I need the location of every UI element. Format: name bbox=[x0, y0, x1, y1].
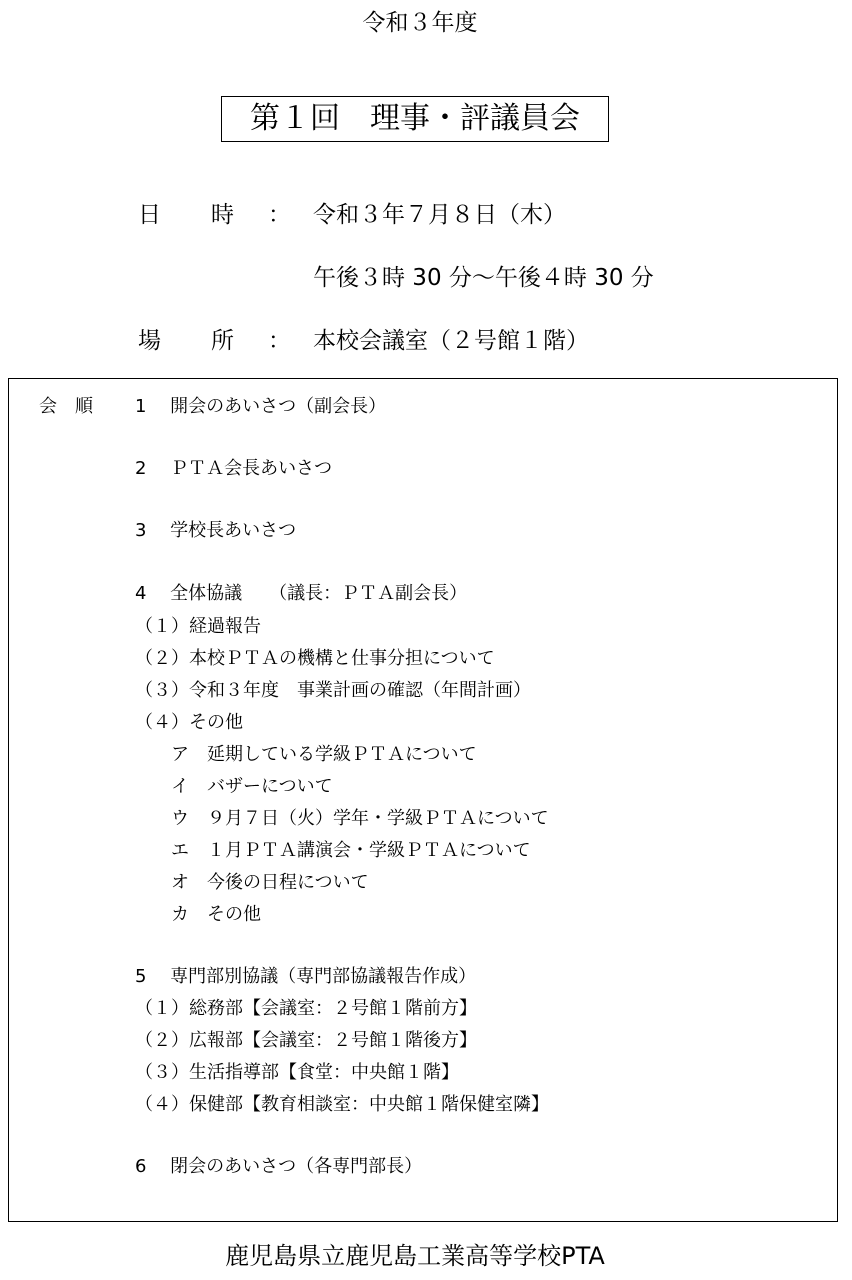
agenda-subitem: （４）その他 bbox=[135, 712, 243, 733]
organization-footer: 鹿児島県立鹿児島工業高等学校PTA bbox=[225, 1242, 605, 1270]
agenda-subsubitem: イ バザーについて bbox=[171, 776, 333, 797]
agenda-item: 5 専門部別協議（専門部協議報告作成） bbox=[135, 966, 477, 987]
date-label-char-2: 時 bbox=[211, 202, 234, 228]
meeting-title-box bbox=[221, 96, 609, 142]
date-colon: ： bbox=[268, 202, 291, 228]
date-value: 令和３年７月８日（木） bbox=[313, 202, 566, 228]
agenda-box bbox=[8, 378, 838, 1222]
place-label-char-2: 所 bbox=[211, 328, 234, 354]
date-label-char-1: 日 bbox=[138, 202, 161, 228]
agenda-subsubitem: エ １月ＰＴＡ講演会・学級ＰＴＡについて bbox=[171, 840, 531, 861]
agenda-item: 2 ＰＴＡ会長あいさつ bbox=[135, 458, 333, 479]
agenda-subsubitem: ウ ９月７日（火）学年・学級ＰＴＡについて bbox=[171, 808, 549, 829]
agenda-subitem: （２）広報部【会議室：２号館１階後方】 bbox=[135, 1030, 477, 1051]
place-label bbox=[138, 326, 234, 356]
date-label bbox=[138, 200, 234, 230]
time-value: 午後３時 30 分～午後４時 30 分 bbox=[313, 265, 654, 291]
agenda-item: 3 学校長あいさつ bbox=[135, 520, 297, 541]
place-value: 本校会議室（２号館１階） bbox=[313, 328, 589, 354]
agenda-item: 1 開会のあいさつ（副会長） bbox=[135, 396, 387, 417]
place-label-char-1: 場 bbox=[138, 328, 161, 354]
agenda-item: 4 全体協議 （議長：ＰＴＡ副会長） bbox=[135, 583, 468, 604]
agenda-item: 6 閉会のあいさつ（各専門部長） bbox=[135, 1156, 423, 1177]
agenda-subitem: （３）生活指導部【食堂：中央館１階】 bbox=[135, 1062, 459, 1083]
meeting-title: 第１回 理事・評議員会 bbox=[250, 101, 580, 136]
agenda-subitem: （１）経過報告 bbox=[135, 616, 261, 637]
agenda-subitem: （４）保健部【教育相談室：中央館１階保健室隣】 bbox=[135, 1094, 549, 1115]
agenda-label: 会 順 bbox=[39, 396, 93, 417]
agenda-subitem: （１）総務部【会議室：２号館１階前方】 bbox=[135, 998, 477, 1019]
agenda-subitem: （３）令和３年度 事業計画の確認（年間計画） bbox=[135, 680, 531, 701]
agenda-subsubitem: オ 今後の日程について bbox=[171, 872, 369, 893]
agenda-subsubitem: カ その他 bbox=[171, 904, 261, 925]
agenda-subsubitem: ア 延期している学級ＰＴＡについて bbox=[171, 744, 477, 765]
place-colon: ： bbox=[268, 328, 291, 354]
agenda-subitem: （２）本校ＰＴＡの機構と仕事分担について bbox=[135, 648, 495, 669]
fiscal-year-heading: 令和３年度 bbox=[362, 10, 478, 36]
